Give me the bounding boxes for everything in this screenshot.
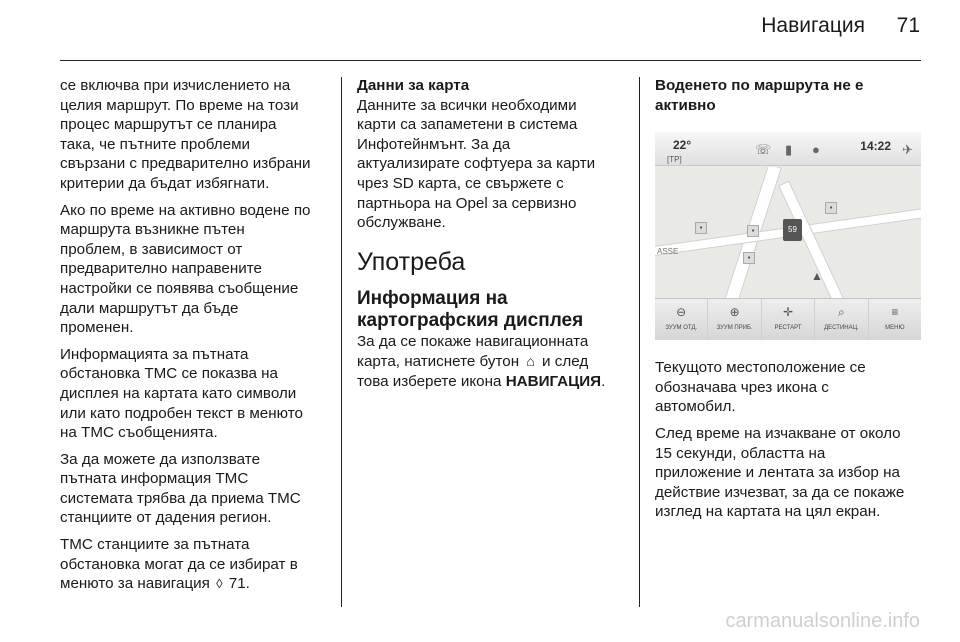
map-poi-icon: ▪ (825, 202, 837, 214)
column-1 (60, 76, 325, 601)
column-divider-1 (341, 77, 342, 607)
map-poi-icon: ▪ (743, 252, 755, 264)
paragraph-tmc-stations: TMC станциите за пътната обстановка могат да се избират в менюто за навигация ◊ 71. (60, 536, 298, 593)
route-number-badge: 59 (783, 219, 802, 241)
paragraph-tmc-usage: За да можете да използвате пътната информация TMC системата трябва да приема TMC станциите от дадения регион. (60, 450, 301, 527)
clock-readout: 14:22 (860, 139, 891, 154)
paragraph-tmc-display: Информацията за пътната обстановка TMC се показва на дисплея на картата като символи или като подробен текст в менюто на TMC съобщенията. (60, 345, 303, 442)
column-2 (357, 76, 627, 391)
phone-icon: ☏ (755, 142, 772, 158)
map-poi-icon: ▪ (747, 225, 759, 237)
info-icon: ● (812, 142, 820, 158)
paragraph-map-data: Данните за всички необходими карти са запаметени в система Инфотейнмънт. За да актуализирате софтуера за карти чрез SD карта, се свържете с партньора на Opel за сервизно обслужване. (357, 96, 596, 232)
column-3 (655, 76, 930, 529)
destination-button[interactable]: ⌕ ДЕСТИНАЦ. (815, 299, 868, 340)
heading-map-data: Данни за карта (357, 77, 470, 94)
car-position-icon: ▲ (811, 269, 823, 284)
watermark-text: carmanualsonline.info (725, 610, 920, 632)
header-divider (60, 60, 921, 61)
temperature-readout: 22° (673, 138, 692, 153)
section-title-usage: Употреба (357, 247, 466, 276)
action-selection-bar (655, 298, 921, 340)
restart-button[interactable]: ✛ РЕСТАРТ (762, 299, 815, 340)
screen-status-bar (655, 132, 921, 166)
navigation-screenshot (655, 132, 921, 340)
paragraph-fullscreen-timeout: След време на изчакване от около 15 секунди, областта на приложение и лентата за избор на действие изчезват, за да се покаже изглед на картата на цял екран. (655, 424, 905, 521)
page-header-title: Навигация (761, 14, 865, 37)
menu-button[interactable]: ≡ МЕНЮ (869, 299, 921, 340)
page-reference-link[interactable]: 71. (228, 575, 250, 593)
page-number: 71 (896, 14, 920, 37)
zoom-out-icon: ⊖ (676, 305, 687, 320)
home-icon: ⌂ (526, 352, 535, 369)
map-place-label: ASSE (657, 247, 679, 257)
destination-search-icon: ⌕ (838, 305, 845, 320)
topic-title-map-display: Информация на картографския дисплея (357, 288, 584, 332)
tp-indicator: [TP] (667, 155, 682, 165)
media-icon: ▮ (785, 142, 793, 158)
zoom-in-icon: ⊕ (729, 305, 740, 320)
zoom-out-button[interactable]: ⊖ ЗУУМ ОТД. (655, 299, 708, 340)
menu-icon: ≡ (891, 305, 899, 320)
paragraph-current-position: Текущото местоположение се обозначава чрез икона с автомобил. (655, 359, 866, 416)
restart-icon: ✛ (782, 305, 794, 320)
zoom-in-button[interactable]: ⊕ ЗУУМ ПРИБ. (708, 299, 761, 340)
paragraph-traffic-problem: Ако по време на активно водене по маршрута възникне пътен проблем, в зависимост от предварително направените настройки се появява съобщение дали маршрутът да бъде променен. (60, 201, 311, 337)
arrow-reference-icon: ◊ (216, 576, 223, 592)
heading-guidance-inactive: Воденето по маршрута не е активно (655, 77, 864, 114)
map-poi-icon: ▪ (695, 222, 707, 234)
signal-icon: ✈ (902, 142, 913, 158)
navigation-label: НАВИГАЦИЯ (505, 372, 602, 390)
column-divider-2 (639, 77, 640, 607)
paragraph-route-calculation: се включва при изчислението на целия маршрут. По време на този процес маршрутът се планира така, че пътните проблеми свързани с предварително избрани критерии да бъдат избягнати. (60, 77, 311, 192)
map-view[interactable] (655, 167, 921, 298)
paragraph-show-map: За да се покаже навигационната карта, натиснете бутон ⌂ и след това изберете икона НАВИГАЦИЯ. (357, 333, 606, 390)
